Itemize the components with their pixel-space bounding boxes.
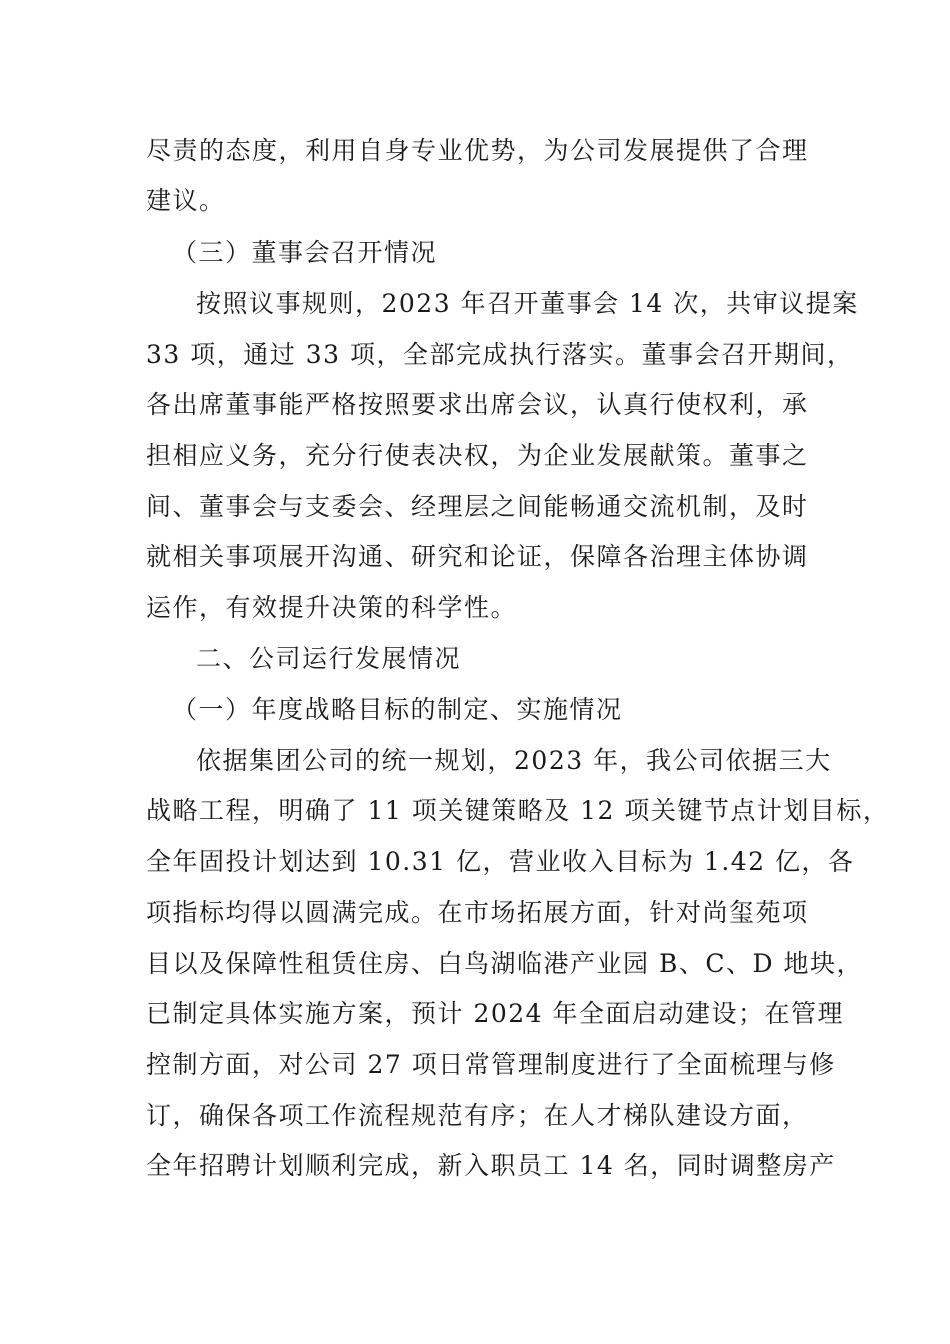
paragraph-line: 尽责的态度，利用自身专业优势，为公司发展提供了合理 <box>146 136 809 165</box>
paragraph-line: 各出席董事能严格按照要求出席会议，认真行使权利，承 <box>146 390 809 419</box>
paragraph-line: 间、董事会与支委会、经理层之间能畅通交流机制，及时 <box>146 492 809 521</box>
paragraph-line: 全年招聘计划顺利完成，新入职员工 14 名，同时调整房产 <box>146 1151 836 1180</box>
section-heading: 二、公司运行发展情况 <box>196 644 462 673</box>
paragraph-line: 运作，有效提升决策的科学性。 <box>146 593 518 622</box>
paragraph-line: 全年固投计划达到 10.31 亿，营业收入目标为 1.42 亿，各 <box>146 847 855 876</box>
paragraph-line: 目以及保障性租赁住房、白鸟湖临港产业园 B、C、D 地块， <box>146 949 863 978</box>
paragraph-line: 33 项，通过 33 项，全部完成执行落实。董事会召开期间， <box>146 340 854 369</box>
section-heading: （三）董事会召开情况 <box>172 238 438 267</box>
paragraph-line: 依据集团公司的统一规划，2023 年，我公司依据三大 <box>196 746 832 775</box>
paragraph-line: 已制定具体实施方案，预计 2024 年全面启动建设；在管理 <box>146 999 845 1028</box>
paragraph-line: 建议。 <box>146 186 226 215</box>
paragraph-line: 担相应义务，充分行使表决权，为企业发展献策。董事之 <box>146 441 809 470</box>
paragraph-line: 战略工程，明确了 11 项关键策略及 12 项关键节点计划目标， <box>146 796 890 825</box>
paragraph-line: 订，确保各项工作流程规范有序；在人才梯队建设方面， <box>146 1101 809 1130</box>
paragraph-line: 项指标均得以圆满完成。在市场拓展方面，针对尚玺苑项 <box>146 898 809 927</box>
paragraph-line: 控制方面，对公司 27 项日常管理制度进行了全面梳理与修 <box>146 1050 836 1079</box>
paragraph-line: 按照议事规则，2023 年召开董事会 14 次，共审议提案 <box>196 289 859 318</box>
subsection-heading: （一）年度战略目标的制定、实施情况 <box>172 695 623 724</box>
paragraph-line: 就相关事项展开沟通、研究和论证，保障各治理主体协调 <box>146 542 809 571</box>
